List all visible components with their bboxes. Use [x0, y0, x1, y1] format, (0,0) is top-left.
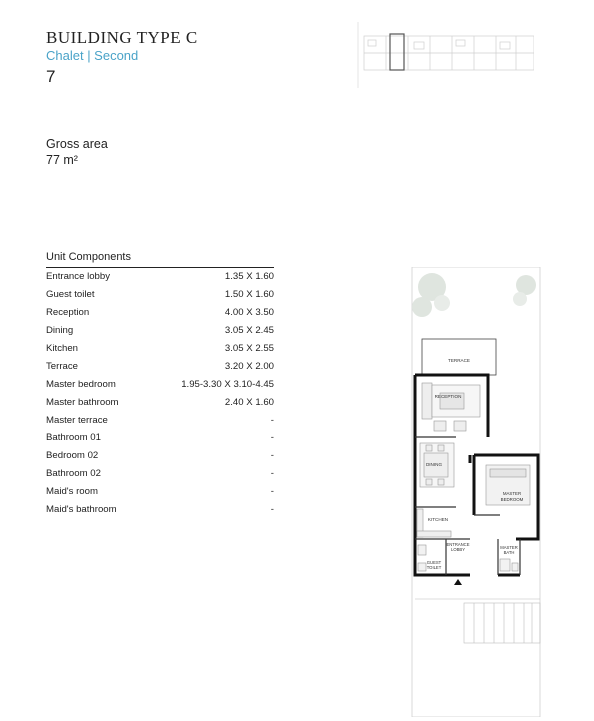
table-row — [46, 501, 274, 519]
component-size: 3.20 X 2.00 — [224, 360, 274, 372]
kitchen-counter — [417, 509, 451, 537]
unit-type-subtitle: Chalet | Second — [46, 48, 139, 63]
table-row — [46, 322, 274, 340]
unit-components-table — [46, 251, 274, 518]
entrance-lobby-label-1: ENTRANCE — [446, 542, 470, 547]
reception-label: RECEPTION — [434, 394, 462, 399]
component-name: Dining — [46, 325, 74, 337]
component-name: Master bathroom — [46, 396, 119, 408]
floor-plan — [408, 267, 544, 717]
entrance-arrow-icon — [454, 579, 462, 585]
gross-area-label: Gross area — [46, 137, 108, 151]
reception-furniture — [422, 383, 480, 431]
component-name: Guest toilet — [46, 289, 95, 301]
table-row — [46, 340, 274, 358]
master-bath-fixtures — [500, 559, 518, 571]
unit-components-heading: Unit Components — [46, 251, 274, 268]
kitchen-label: KITCHEN — [427, 517, 449, 522]
table-row — [46, 429, 274, 447]
component-size: - — [270, 468, 274, 480]
guest-toilet-label-1: GUEST — [426, 560, 442, 565]
guest-toilet-fixtures — [418, 545, 426, 571]
building-key-plan — [356, 22, 534, 88]
gross-area-value: 77 m² — [46, 153, 78, 167]
master-bedroom-label-1: MASTER — [502, 491, 522, 496]
component-name: Entrance lobby — [46, 271, 110, 283]
component-size: 1.35 X 1.60 — [224, 271, 274, 283]
component-size: - — [270, 486, 274, 498]
table-row — [46, 304, 274, 322]
table-row — [46, 375, 274, 393]
table-row — [46, 357, 274, 375]
outdoor-steps — [415, 599, 540, 643]
component-size: 1.95-3.30 X 3.10-4.45 — [181, 378, 274, 390]
table-row — [46, 393, 274, 411]
master-bath-label-1: MASTER — [500, 545, 518, 550]
component-name: Bathroom 02 — [46, 468, 101, 480]
component-size: - — [270, 504, 274, 516]
terrace-outline — [422, 339, 496, 375]
component-size: 1.50 X 1.60 — [224, 289, 274, 301]
dining-label: DINING — [425, 462, 443, 467]
component-name: Bathroom 01 — [46, 432, 101, 444]
page-title: BUILDING TYPE C — [46, 28, 198, 47]
component-name: Reception — [46, 307, 90, 319]
table-row — [46, 447, 274, 465]
component-name: Terrace — [46, 360, 78, 372]
guest-toilet-label-2: TOILET — [426, 565, 442, 570]
component-size: 2.40 X 1.60 — [224, 396, 274, 408]
component-size: - — [270, 450, 274, 462]
component-name: Kitchen — [46, 343, 78, 354]
component-name: Bedroom 02 — [46, 450, 99, 462]
component-size: - — [270, 432, 274, 444]
component-name: Master terrace — [46, 414, 108, 426]
table-row — [46, 286, 274, 304]
master-bedroom-label-2: BEDROOM — [500, 497, 524, 502]
table-row — [46, 465, 274, 483]
component-size: 3.05 X 2.45 — [224, 325, 274, 337]
component-size: 4.00 X 3.50 — [224, 307, 274, 319]
component-name: Maid's room — [46, 486, 98, 498]
garden-greenery — [412, 273, 536, 317]
table-row — [46, 268, 274, 286]
key-plan-highlight — [390, 34, 404, 70]
unit-number: 7 — [46, 67, 56, 86]
terrace-label: TERRACE — [448, 358, 470, 363]
component-name: Maid's bathroom — [46, 504, 117, 516]
entrance-lobby-label-2: LOBBY — [451, 547, 465, 552]
component-name: Master bedroom — [46, 378, 116, 390]
table-row — [46, 483, 274, 501]
table-row — [46, 411, 274, 429]
component-size: 3.05 X 2.55 — [224, 343, 274, 354]
master-bath-label-2: BATH — [503, 550, 515, 555]
component-size: - — [270, 414, 274, 426]
